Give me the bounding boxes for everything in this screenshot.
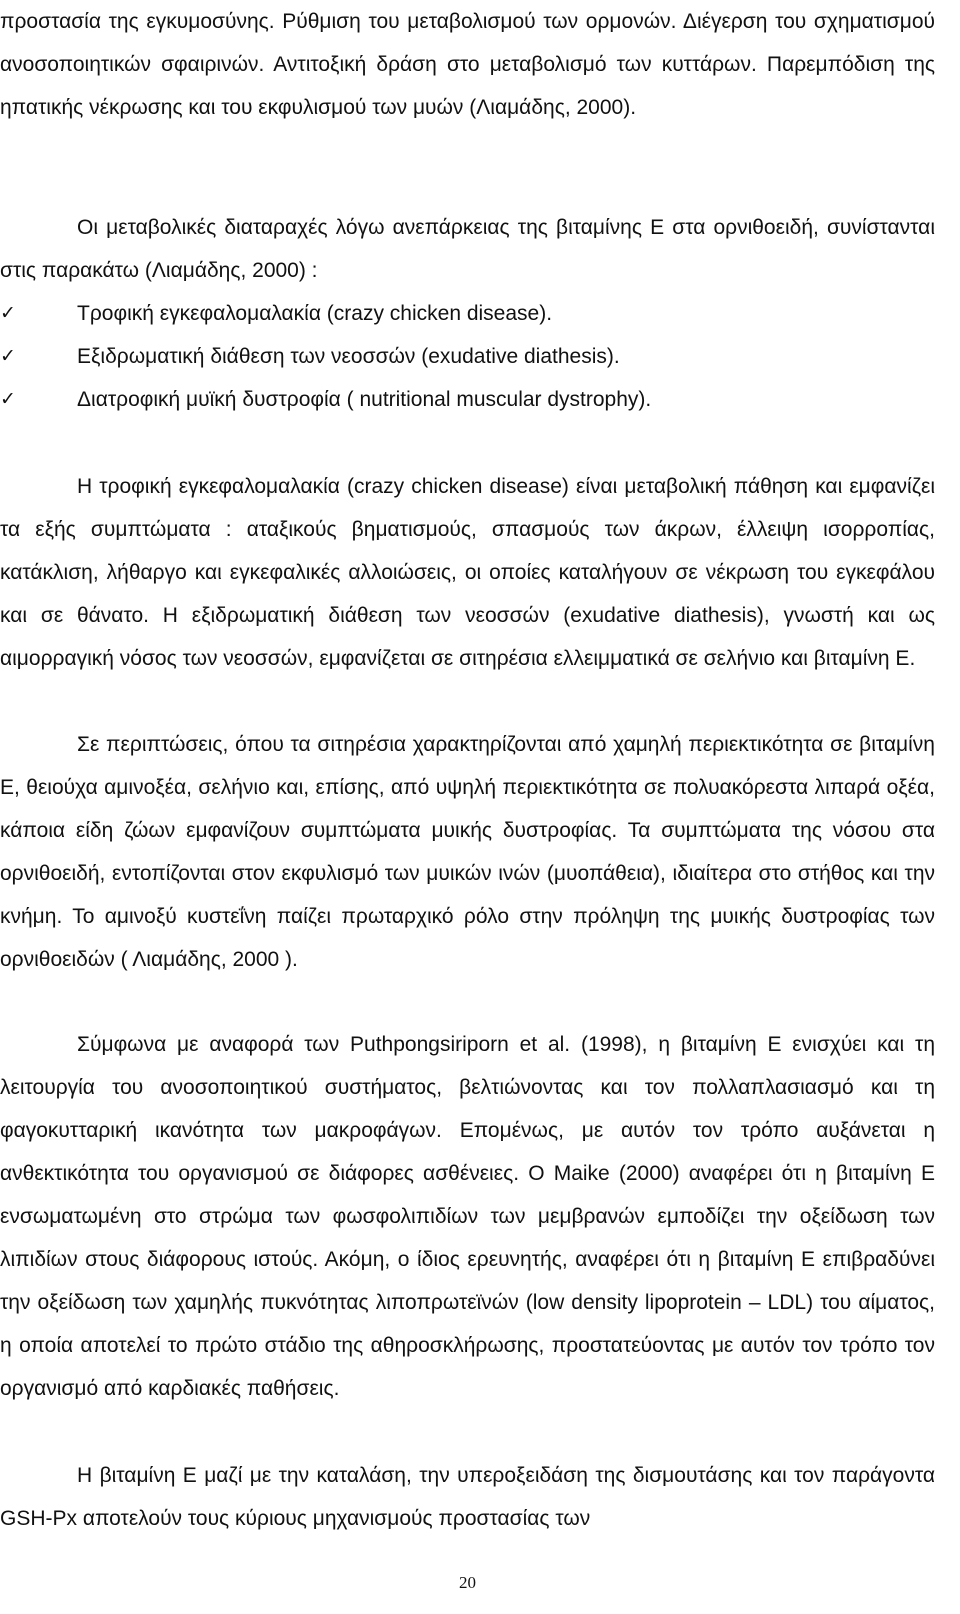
paragraph-muscular-dystrophy: Σε περιπτώσεις, όπου τα σιτηρέσια χαρακτηρίζονται από χαμηλή περιεκτικότητα σε βιταμίνη Ε, θειούχα αμινοξέα, σελήνιο και, επίσης, από υψηλή περιεκτικότητα σε πολυακόρεστα λιπαρά οξέα, κάποια είδη ζώων εμφανίζουν συμπτώματα μυικής δυστροφίας. Τα συμπτώματα της νόσου στα ορνιθοειδή, εντοπίζονται στον εκφυλισμό των μυικών ινών (μυοπάθεια), ιδιαίτερα στο στήθος και την κνήμη. Το αμινοξύ κυστεΐνη παίζει πρωταρχικό ρόλο στην πρόληψη της μυικής δυστροφίας των ορνιθοειδών ( Λιαμάδης, 2000 ). (0, 733, 935, 971)
checklist-item (0, 292, 935, 335)
checklist-item (0, 335, 935, 378)
page-number: 20 (459, 1573, 476, 1592)
checklist-item-text: Εξιδρωματική διάθεση των νεοσσών (exudative diathesis). (77, 345, 620, 368)
disorders-checklist (0, 292, 935, 421)
checkmark-icon: ✓ (0, 302, 16, 324)
paragraph-encephalomalacia: Η τροφική εγκεφαλομαλακία (crazy chicken disease) είναι μεταβολική πάθηση και εμφανίζει τα εξής συμπτώματα : αταξικούς βηματισμούς, σπασμούς των άκρων, έλλειψη ισορροπίας, κατάκλιση, λήθαργο και εγκεφαλικές αλλοιώσεις, οι οποίες καταλήγουν σε νέκρωση του εγκεφάλου και σε θάνατο. Η εξιδρωματική διάθεση των νεοσσών (exudative diathesis), γνωστή και ως αιμορραγική νόσος των νεοσσών, εμφανίζεται σε σιτηρέσια ελλειμματικά σε σελήνιο και βιταμίνη Ε. (0, 475, 935, 670)
paragraph-metabolic-disorders-intro: Οι μεταβολικές διαταραχές λόγω ανεπάρκειας της βιταμίνης Ε στα ορνιθοειδή, συνίστανται στις παρακάτω (Λιαμάδης, 2000) : (0, 216, 935, 282)
checkmark-icon: ✓ (0, 345, 16, 367)
paragraph-immune-system: Σύμφωνα με αναφορά των Puthpongsiriporn et al. (1998), η βιταμίνη Ε ενισχύει και τη λειτουργία του ανοσοποιητικού συστήματος, βελτιώνοντας και τον πολλαπλασιασμό και τη φαγοκυτταρική ικανότητα των μακροφάγων. Επομένως, με αυτόν τον τρόπο αυξάνεται η ανθεκτικότητα του οργανισμού σε διάφορες ασθένειες. Ο Maike (2000) αναφέρει ότι η βιταμίνη Ε ενσωματωμένη στο στρώμα των φωσφολιπιδίων των μεμβρανών εμποδίζει την οξείδωση των λιπιδίων στους διάφορους ιστούς. Ακόμη, ο ίδιος ερευνητής, αναφέρει ότι η βιταμίνη Ε επιβραδύνει την οξείδωση των χαμηλής πυκνότητας λιποπρωτεϊνών (low density lipoprotein – LDL) του αίματος, η οποία αποτελεί το πρώτο στάδιο της αθηροσκλήρωσης, προστατεύοντας με αυτόν τον τρόπο τον οργανισμό από καρδιακές παθήσεις. (0, 1033, 935, 1400)
checklist-item-text: Διατροφική μυϊκή δυστροφία ( nutritional muscular dystrophy). (77, 388, 652, 411)
checklist-item-text: Τροφική εγκεφαλομαλακία (crazy chicken disease). (77, 302, 553, 325)
paragraph-antioxidant-mechanisms: Η βιταμίνη Ε μαζί με την καταλάση, την υπεροξειδάση της δισμουτάσης και τον παράγοντα GSH-Px αποτελούν τους κύριους μηχανισμούς προστασίας των (0, 1464, 935, 1530)
paragraph-protection-functions: προστασία της εγκυμοσύνης. Ρύθμιση του μεταβολισμού των ορμονών. Διέγερση του σχηματισμού ανοσοποιητικών σφαιρινών. Αντιτοξική δράση στο μεταβολισμό των κυττάρων. Παρεμπόδιση της ηπατικής νέκρωσης και του εκφυλισμού των μυών (Λιαμάδης, 2000). (0, 10, 935, 119)
checkmark-icon: ✓ (0, 388, 16, 410)
checklist-item (0, 378, 935, 421)
